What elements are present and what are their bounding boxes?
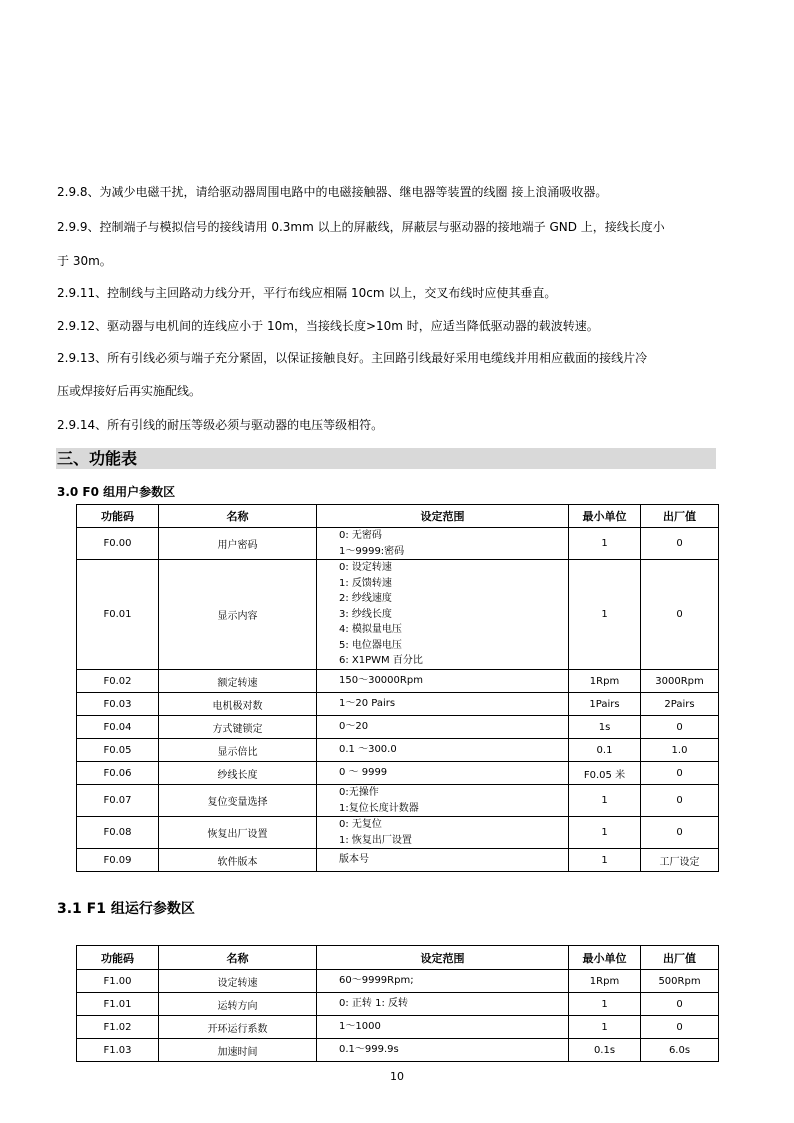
table-row bbox=[77, 849, 719, 872]
paragraph-2-9-13: 2.9.13、所有引线必须与端子充分紧固，以保证接触良好。主回路引线最好采用电缆线并用相应截面的接线片冷 bbox=[57, 351, 648, 365]
cell-code: F0.06 bbox=[77, 762, 159, 785]
header-unit: 最小单位 bbox=[569, 946, 641, 970]
range-option: 4: 模拟量电压 bbox=[339, 624, 402, 636]
section-title: 三、功能表 bbox=[57, 449, 138, 468]
table-row bbox=[77, 970, 719, 993]
cell-name: 加速时间 bbox=[159, 1039, 317, 1062]
range-option: 1: 恢复出厂设置 bbox=[339, 834, 412, 846]
header-name: 名称 bbox=[159, 946, 317, 970]
cell-code: F0.07 bbox=[77, 785, 159, 817]
table-row bbox=[77, 785, 719, 817]
cell-default: 0 bbox=[641, 993, 719, 1016]
table-row bbox=[77, 817, 719, 849]
paragraph-2-9-14: 2.9.14、所有引线的耐压等级必须与驱动器的电压等级相符。 bbox=[57, 418, 384, 432]
range-option: 2: 纱线速度 bbox=[339, 593, 392, 605]
table-row bbox=[77, 1039, 719, 1062]
cell-default: 6.0s bbox=[641, 1039, 719, 1062]
cell-default: 3000Rpm bbox=[641, 670, 719, 693]
cell-code: F1.01 bbox=[77, 993, 159, 1016]
header-unit: 最小单位 bbox=[569, 505, 641, 528]
cell-range bbox=[317, 739, 569, 762]
table-f1-title: 3.1 F1 组运行参数区 bbox=[57, 901, 195, 917]
cell-unit: 1 bbox=[569, 993, 641, 1016]
header-code: 功能码 bbox=[77, 505, 159, 528]
range-option: 1:复位长度计数器 bbox=[339, 802, 419, 814]
cell-name: 用户密码 bbox=[159, 528, 317, 560]
range-option: 60～9999Rpm; bbox=[339, 975, 414, 987]
cell-unit: 1 bbox=[569, 849, 641, 872]
range-option: 版本号 bbox=[339, 854, 369, 866]
cell-name: 开环运行系数 bbox=[159, 1016, 317, 1039]
cell-code: F0.08 bbox=[77, 817, 159, 849]
header-default: 出厂值 bbox=[641, 505, 719, 528]
table-row bbox=[77, 739, 719, 762]
range-option: 1～20 Pairs bbox=[339, 698, 396, 710]
table-row bbox=[77, 670, 719, 693]
cell-range bbox=[317, 993, 569, 1016]
range-option: 1: 反馈转速 bbox=[339, 577, 392, 589]
cell-range bbox=[317, 528, 569, 560]
cell-range bbox=[317, 817, 569, 849]
header-range: 设定范围 bbox=[317, 505, 569, 528]
cell-name: 显示内容 bbox=[159, 560, 317, 670]
cell-range bbox=[317, 693, 569, 716]
cell-unit: 1 bbox=[569, 528, 641, 560]
cell-code: F0.05 bbox=[77, 739, 159, 762]
cell-range bbox=[317, 716, 569, 739]
paragraph-2-9-8: 2.9.8、为减少电磁干扰，请给驱动器周围电路中的电磁接触器、继电器等装置的线圈 接上浪涌吸收器。 bbox=[57, 185, 608, 199]
section-heading-bar bbox=[56, 448, 716, 469]
cell-range bbox=[317, 670, 569, 693]
header-default: 出厂值 bbox=[641, 946, 719, 970]
cell-name: 运转方向 bbox=[159, 993, 317, 1016]
cell-unit: 0.1s bbox=[569, 1039, 641, 1062]
range-option: 0.1～999.9s bbox=[339, 1044, 399, 1056]
cell-name: 额定转速 bbox=[159, 670, 317, 693]
range-option: 1～9999:密码 bbox=[339, 545, 405, 557]
range-option: 0: 无复位 bbox=[339, 819, 382, 830]
cell-default: 0 bbox=[641, 716, 719, 739]
cell-range bbox=[317, 849, 569, 872]
cell-unit: 1 bbox=[569, 1016, 641, 1039]
range-option: 0: 无密码 bbox=[339, 530, 382, 541]
cell-range bbox=[317, 1039, 569, 1062]
cell-default: 1.0 bbox=[641, 739, 719, 762]
cell-range bbox=[317, 785, 569, 817]
table-f0-title: 3.0 F0 组用户参数区 bbox=[57, 485, 176, 499]
cell-default: 500Rpm bbox=[641, 970, 719, 993]
cell-code: F1.00 bbox=[77, 970, 159, 993]
table-row bbox=[77, 528, 719, 560]
table-row bbox=[77, 693, 719, 716]
paragraph-2-9-9: 2.9.9、控制端子与模拟信号的接线请用 0.3mm 以上的屏蔽线，屏蔽层与驱动器的接地端子 GND 上，接线长度小 bbox=[57, 220, 665, 234]
cell-code: F0.00 bbox=[77, 528, 159, 560]
cell-unit: 1Rpm bbox=[569, 970, 641, 993]
table-f1 bbox=[76, 945, 719, 1062]
paragraph-2-9-12: 2.9.12、驱动器与电机间的连线应小于 10m，当接线长度>10m 时，应适当降低驱动器的载波转速。 bbox=[57, 319, 599, 333]
cell-name: 设定转速 bbox=[159, 970, 317, 993]
cell-code: F0.04 bbox=[77, 716, 159, 739]
paragraph-2-9-13-cont: 压或焊接好后再实施配线。 bbox=[57, 384, 202, 398]
cell-default: 0 bbox=[641, 817, 719, 849]
cell-name: 方式键锁定 bbox=[159, 716, 317, 739]
table-f0 bbox=[76, 504, 719, 872]
range-option: 0～20 bbox=[339, 721, 369, 733]
cell-code: F0.02 bbox=[77, 670, 159, 693]
cell-unit: 1s bbox=[569, 716, 641, 739]
cell-name: 恢复出厂设置 bbox=[159, 817, 317, 849]
table-header-row bbox=[77, 946, 719, 970]
table-row bbox=[77, 993, 719, 1016]
cell-unit: 1Pairs bbox=[569, 693, 641, 716]
cell-unit: 1 bbox=[569, 785, 641, 817]
range-option: 3: 纱线长度 bbox=[339, 608, 392, 620]
cell-range bbox=[317, 762, 569, 785]
cell-name: 软件版本 bbox=[159, 849, 317, 872]
cell-unit: 1 bbox=[569, 560, 641, 670]
cell-code: F1.02 bbox=[77, 1016, 159, 1039]
cell-range bbox=[317, 970, 569, 993]
range-option: 0:无操作 bbox=[339, 787, 379, 798]
table-row bbox=[77, 560, 719, 670]
cell-unit: 1Rpm bbox=[569, 670, 641, 693]
table-row bbox=[77, 716, 719, 739]
range-option: 0.1 ～300.0 bbox=[339, 744, 397, 756]
cell-range bbox=[317, 560, 569, 670]
cell-range bbox=[317, 1016, 569, 1039]
header-range: 设定范围 bbox=[317, 946, 569, 970]
cell-default: 工厂设定 bbox=[641, 849, 719, 872]
table-header-row bbox=[77, 505, 719, 528]
cell-default: 0 bbox=[641, 560, 719, 670]
table-row bbox=[77, 1016, 719, 1039]
header-name: 名称 bbox=[159, 505, 317, 528]
cell-default: 0 bbox=[641, 785, 719, 817]
paragraph-2-9-9-cont: 于 30m。 bbox=[57, 254, 112, 268]
paragraph-2-9-11: 2.9.11、控制线与主回路动力线分开，平行布线应相隔 10cm 以上，交叉布线时应使其垂直。 bbox=[57, 286, 557, 300]
range-option: 150～30000Rpm bbox=[339, 675, 423, 687]
range-option: 5: 电位器电压 bbox=[339, 639, 402, 651]
cell-default: 0 bbox=[641, 762, 719, 785]
header-code: 功能码 bbox=[77, 946, 159, 970]
page-number: 10 bbox=[390, 1070, 404, 1083]
cell-code: F0.03 bbox=[77, 693, 159, 716]
cell-code: F1.03 bbox=[77, 1039, 159, 1062]
range-option: 0: 正转 1: 反转 bbox=[339, 998, 408, 1010]
cell-name: 电机极对数 bbox=[159, 693, 317, 716]
cell-unit: 0.1 bbox=[569, 739, 641, 762]
range-option: 1～1000 bbox=[339, 1021, 381, 1033]
cell-default: 0 bbox=[641, 528, 719, 560]
range-option: 0 ～ 9999 bbox=[339, 767, 388, 779]
range-option: 6: X1PWM 百分比 bbox=[339, 655, 423, 667]
cell-name: 显示倍比 bbox=[159, 739, 317, 762]
cell-default: 0 bbox=[641, 1016, 719, 1039]
cell-unit: 1 bbox=[569, 817, 641, 849]
range-option: 0: 设定转速 bbox=[339, 562, 392, 574]
table-row bbox=[77, 762, 719, 785]
cell-default: 2Pairs bbox=[641, 693, 719, 716]
cell-code: F0.01 bbox=[77, 560, 159, 670]
cell-code: F0.09 bbox=[77, 849, 159, 872]
cell-name: 复位变量选择 bbox=[159, 785, 317, 817]
cell-unit: F0.05 米 bbox=[569, 762, 641, 785]
cell-name: 纱线长度 bbox=[159, 762, 317, 785]
